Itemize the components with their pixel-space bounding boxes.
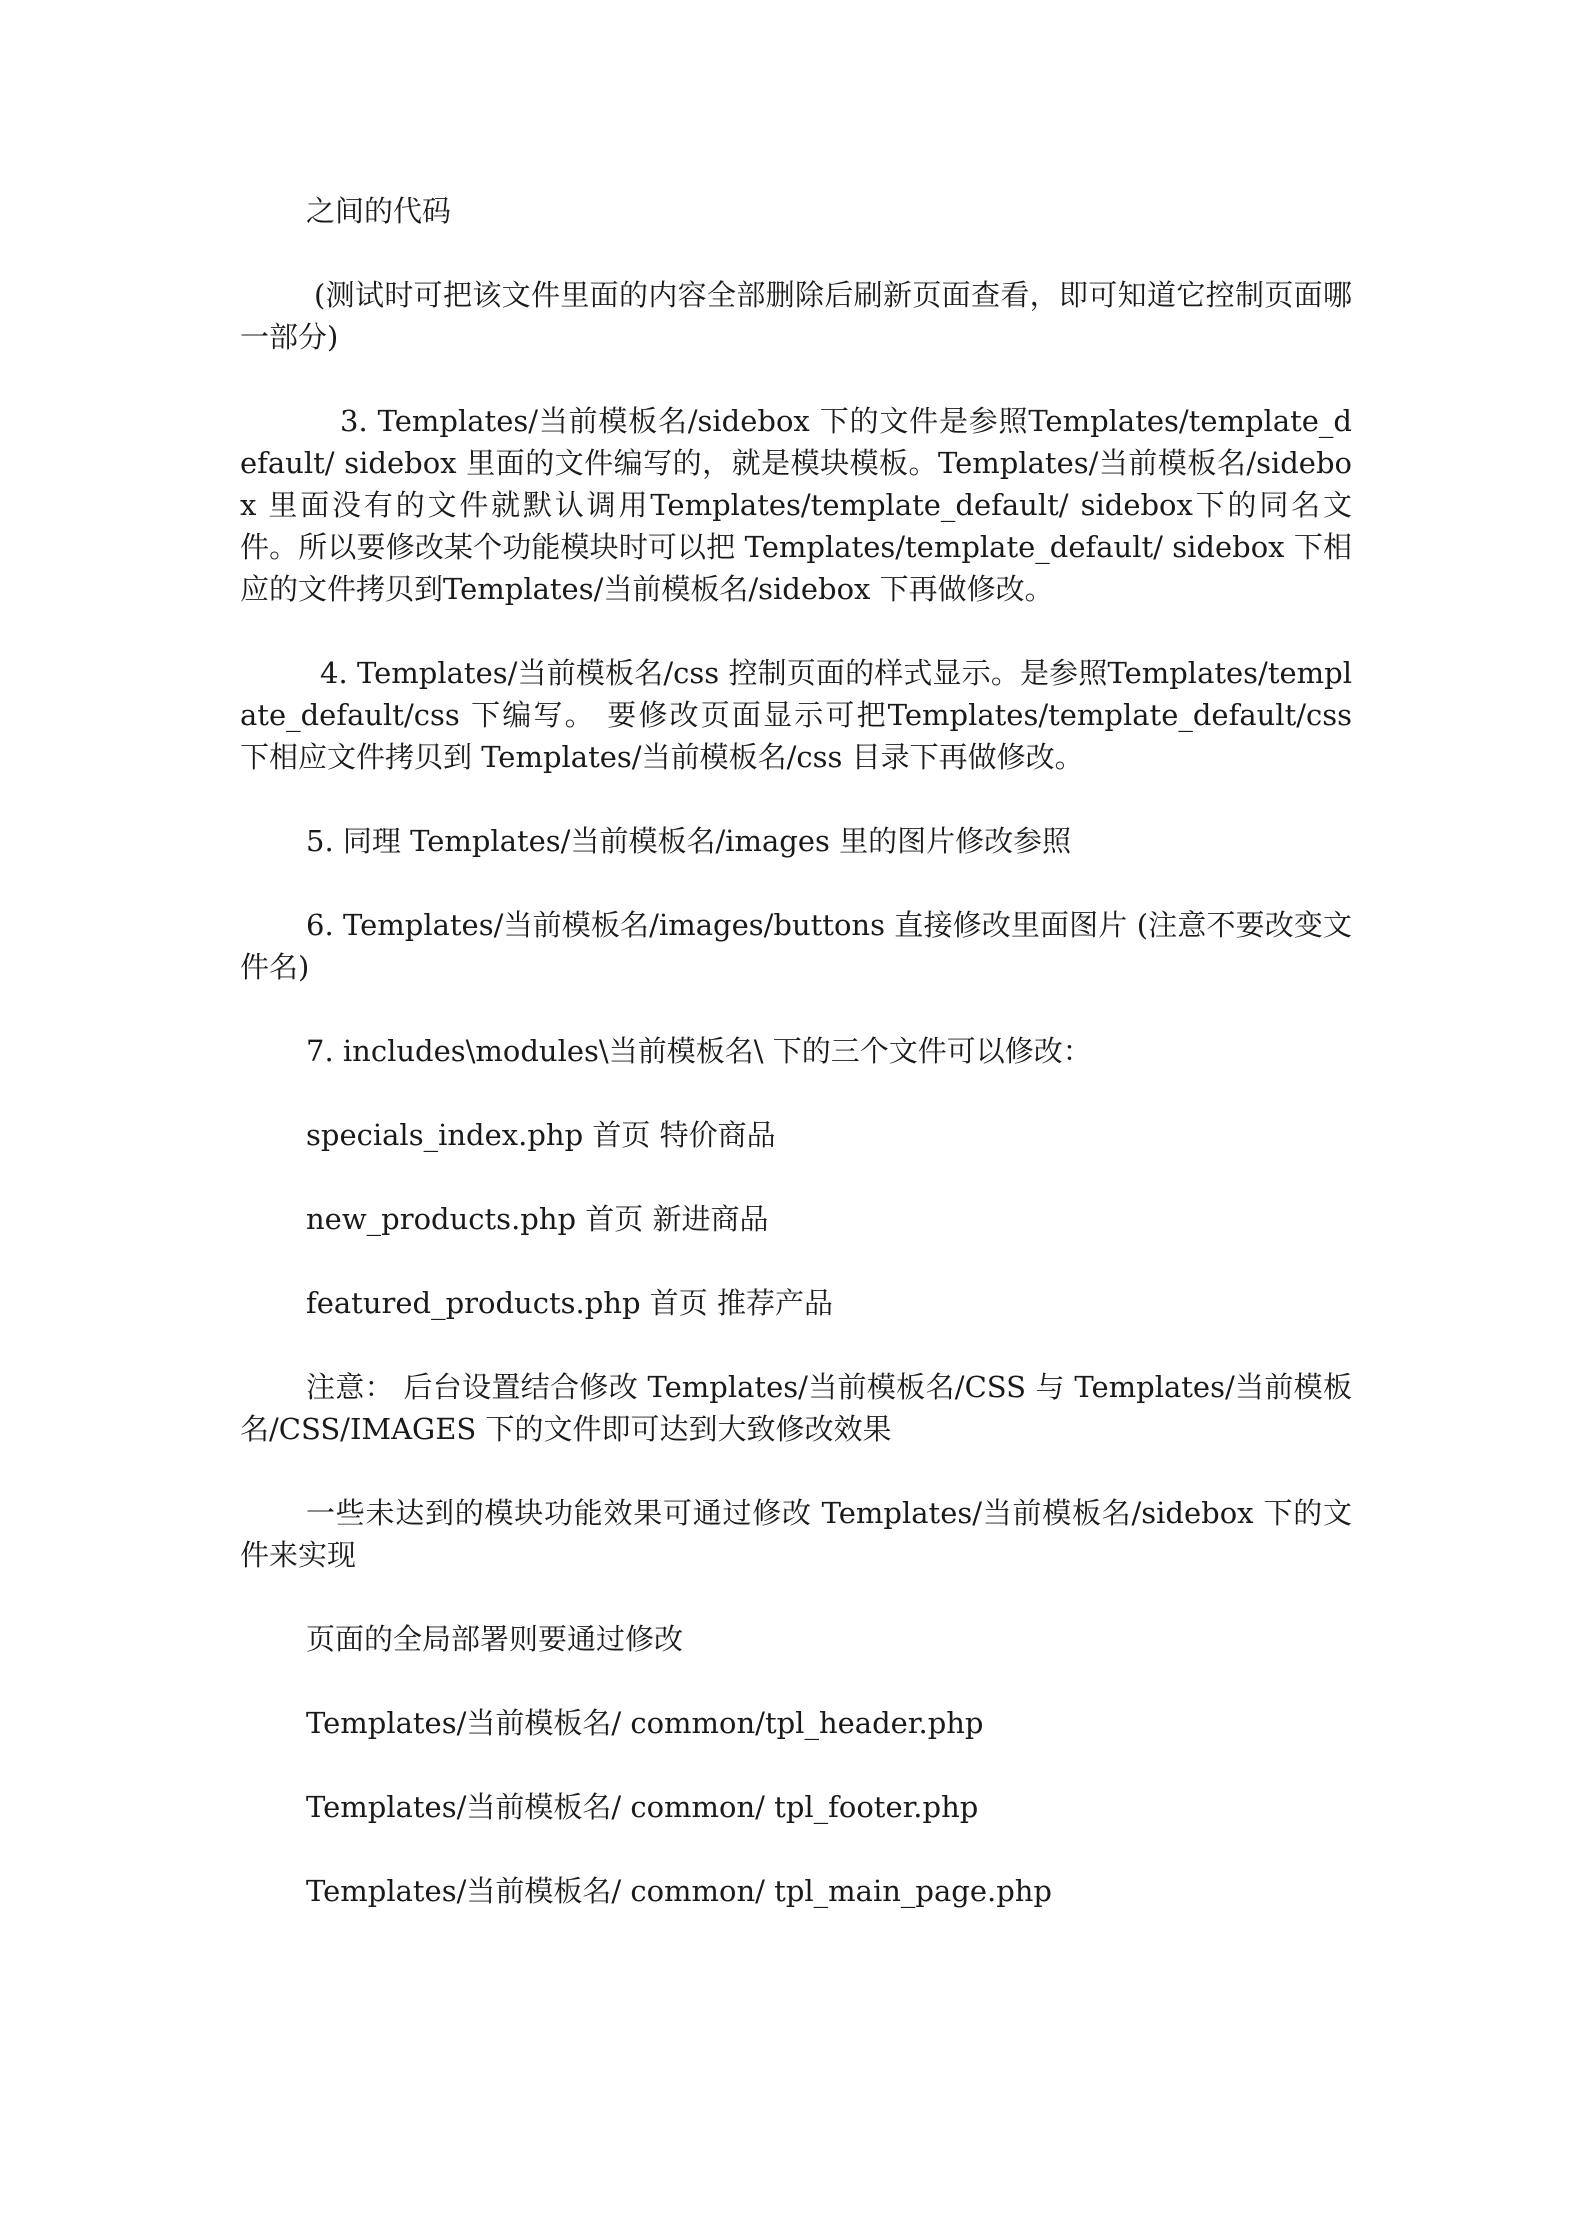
paragraph-tpl-main-page: Templates/当前模板名/ common/ tpl_main_page.php bbox=[306, 1874, 1052, 1908]
paragraph-code-between: 之间的代码 bbox=[306, 194, 452, 228]
paragraph-new-products: new_products.php 首页 新进商品 bbox=[306, 1202, 769, 1236]
paragraph-item-5-images: 5. 同理 Templates/当前模板名/images 里的图片修改参照 bbox=[306, 824, 1072, 858]
paragraph-test-note: (测试时可把该文件里面的内容全部删除后刷新页面查看，即可知道它控制页面哪一部分) bbox=[240, 278, 1352, 354]
paragraph-tpl-footer: Templates/当前模板名/ common/ tpl_footer.php bbox=[306, 1790, 979, 1824]
paragraph-global-layout: 页面的全局部署则要通过修改 bbox=[306, 1622, 684, 1656]
paragraph-featured-products: featured_products.php 首页 推荐产品 bbox=[306, 1286, 833, 1320]
paragraph-sidebox-modify: 一些未达到的模块功能效果可通过修改 Templates/当前模板名/sidebox 下的文件来实现 bbox=[240, 1496, 1352, 1572]
paragraph-item-7-modules: 7. includes\modules\当前模板名\ 下的三个文件可以修改： bbox=[306, 1034, 1092, 1068]
paragraph-tpl-header: Templates/当前模板名/ common/tpl_header.php bbox=[306, 1706, 984, 1740]
document-body bbox=[240, 190, 1352, 1912]
paragraph-item-4-css: 4. Templates/当前模板名/css 控制页面的样式显示。是参照Templates/template_default/css 下编写。 要修改页面显示可把Templates/template_default/css 下相应文件拷贝到 Templates/当前模板名/css 目录下再做修改。 bbox=[240, 656, 1352, 774]
paragraph-specials-index: specials_index.php 首页 特价商品 bbox=[306, 1118, 776, 1152]
paragraph-item-3-sidebox: 3. Templates/当前模板名/sidebox 下的文件是参照Templates/template_default/ sidebox 里面的文件编写的，就是模块模板。Templates/当前模板名/sidebox 里面没有的文件就默认调用Templates/template_default/ sidebox下的同名文件。所以要修改某个功能模块时可以把 Templates/template_default/ sidebox 下相应的文件拷贝到Templates/当前模板名/sidebox 下再做修改。 bbox=[240, 404, 1352, 606]
paragraph-note-backend: 注意： 后台设置结合修改 Templates/当前模板名/CSS 与 Templates/当前模板名/CSS/IMAGES 下的文件即可达到大致修改效果 bbox=[240, 1370, 1352, 1446]
paragraph-item-6-buttons: 6. Templates/当前模板名/images/buttons 直接修改里面图片 (注意不要改变文件名) bbox=[240, 908, 1352, 984]
